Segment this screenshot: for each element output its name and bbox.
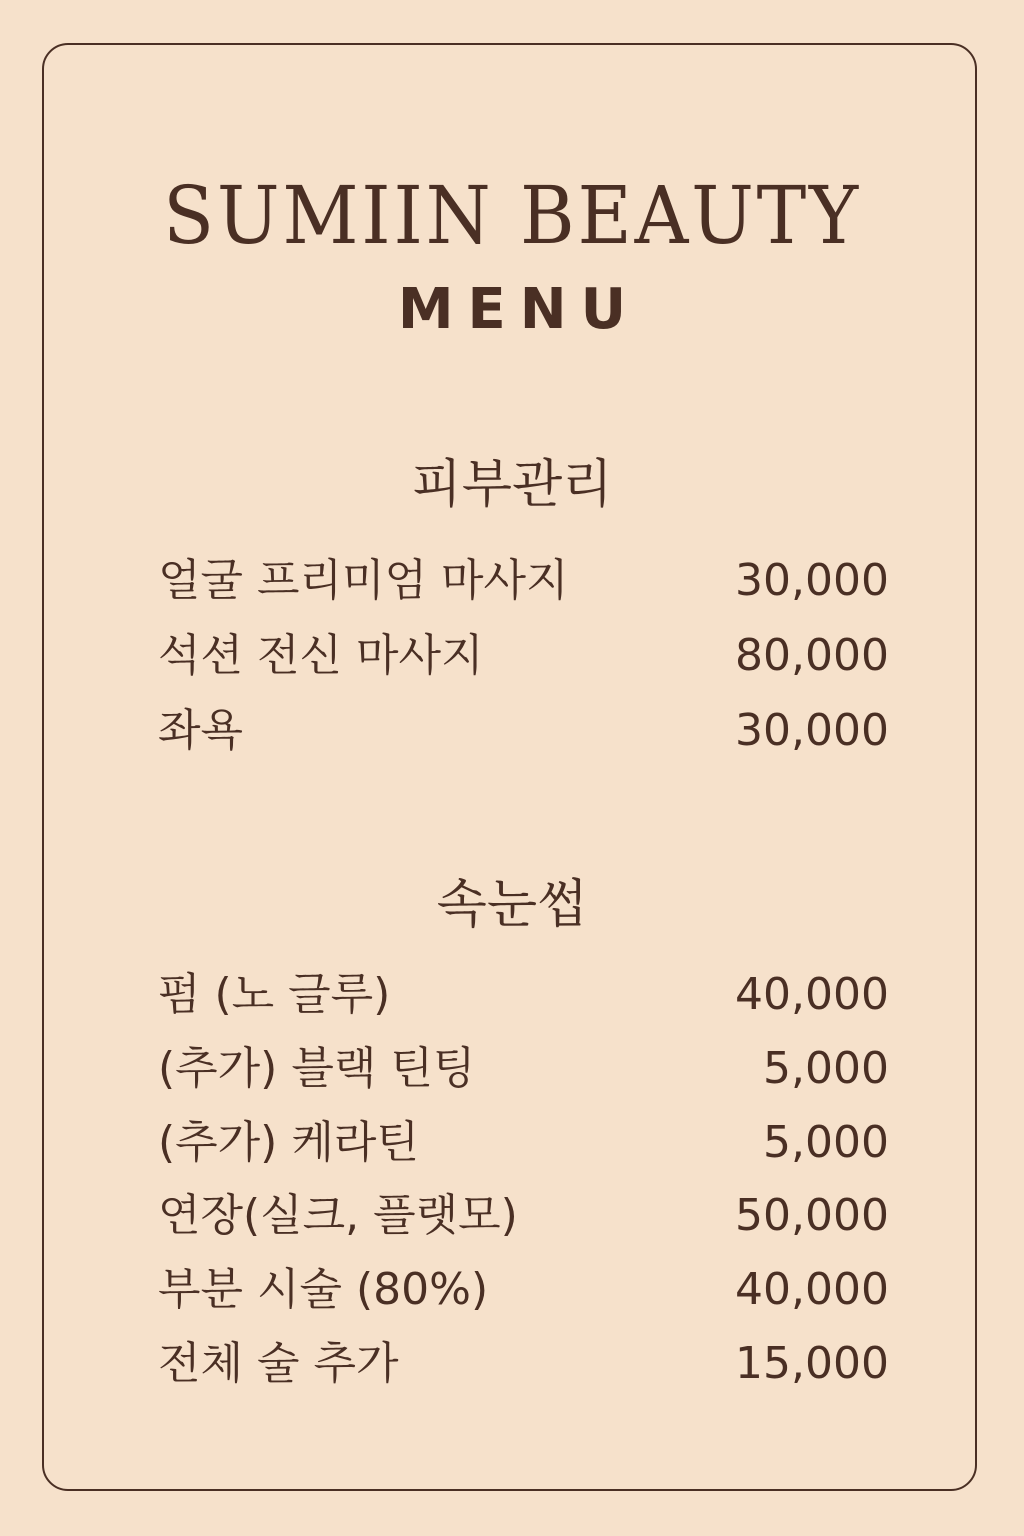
menu-item [158,1041,889,1097]
menu-subtitle: MENU [397,277,641,342]
menu-item-name: (추가) 블랙 틴팅 [158,1043,476,1094]
menu-item-name: 얼굴 프리미엄 마사지 [158,555,569,606]
menu-item-price: 40,000 [735,969,889,1020]
menu-item [158,1115,889,1171]
brand-title: SUMIIN BEAUTY [163,169,861,262]
menu-item-price: 15,000 [735,1338,889,1389]
menu-item-name: (추가) 케라틴 [158,1117,419,1168]
menu-item-name: 펌 (노 글루) [158,969,391,1020]
menu-item [158,1262,889,1318]
menu-item-name: 연장(실크, 플랫모) [158,1190,518,1241]
menu-item [158,703,889,759]
menu-item-price: 50,000 [735,1190,889,1241]
menu-item-price: 5,000 [763,1117,889,1168]
menu-item-price: 80,000 [735,630,889,681]
menu-item-price: 30,000 [735,555,889,606]
menu-item-name: 좌욕 [158,705,244,756]
section-title-skincare: 피부관리 [411,455,613,515]
menu-item-name: 전체 술 추가 [158,1338,399,1389]
menu-item-price: 30,000 [735,705,889,756]
menu-item [158,553,889,609]
menu-item [158,628,889,684]
menu-item-name: 부분 시술 (80%) [158,1264,489,1315]
menu-item [158,1188,889,1244]
menu-item-price: 5,000 [763,1043,889,1094]
menu-item [158,967,889,1023]
menu-item [158,1336,889,1392]
menu-item-price: 40,000 [735,1264,889,1315]
section-title-eyelash: 속눈썹 [436,875,588,935]
menu-item-name: 석션 전신 마사지 [158,630,484,681]
